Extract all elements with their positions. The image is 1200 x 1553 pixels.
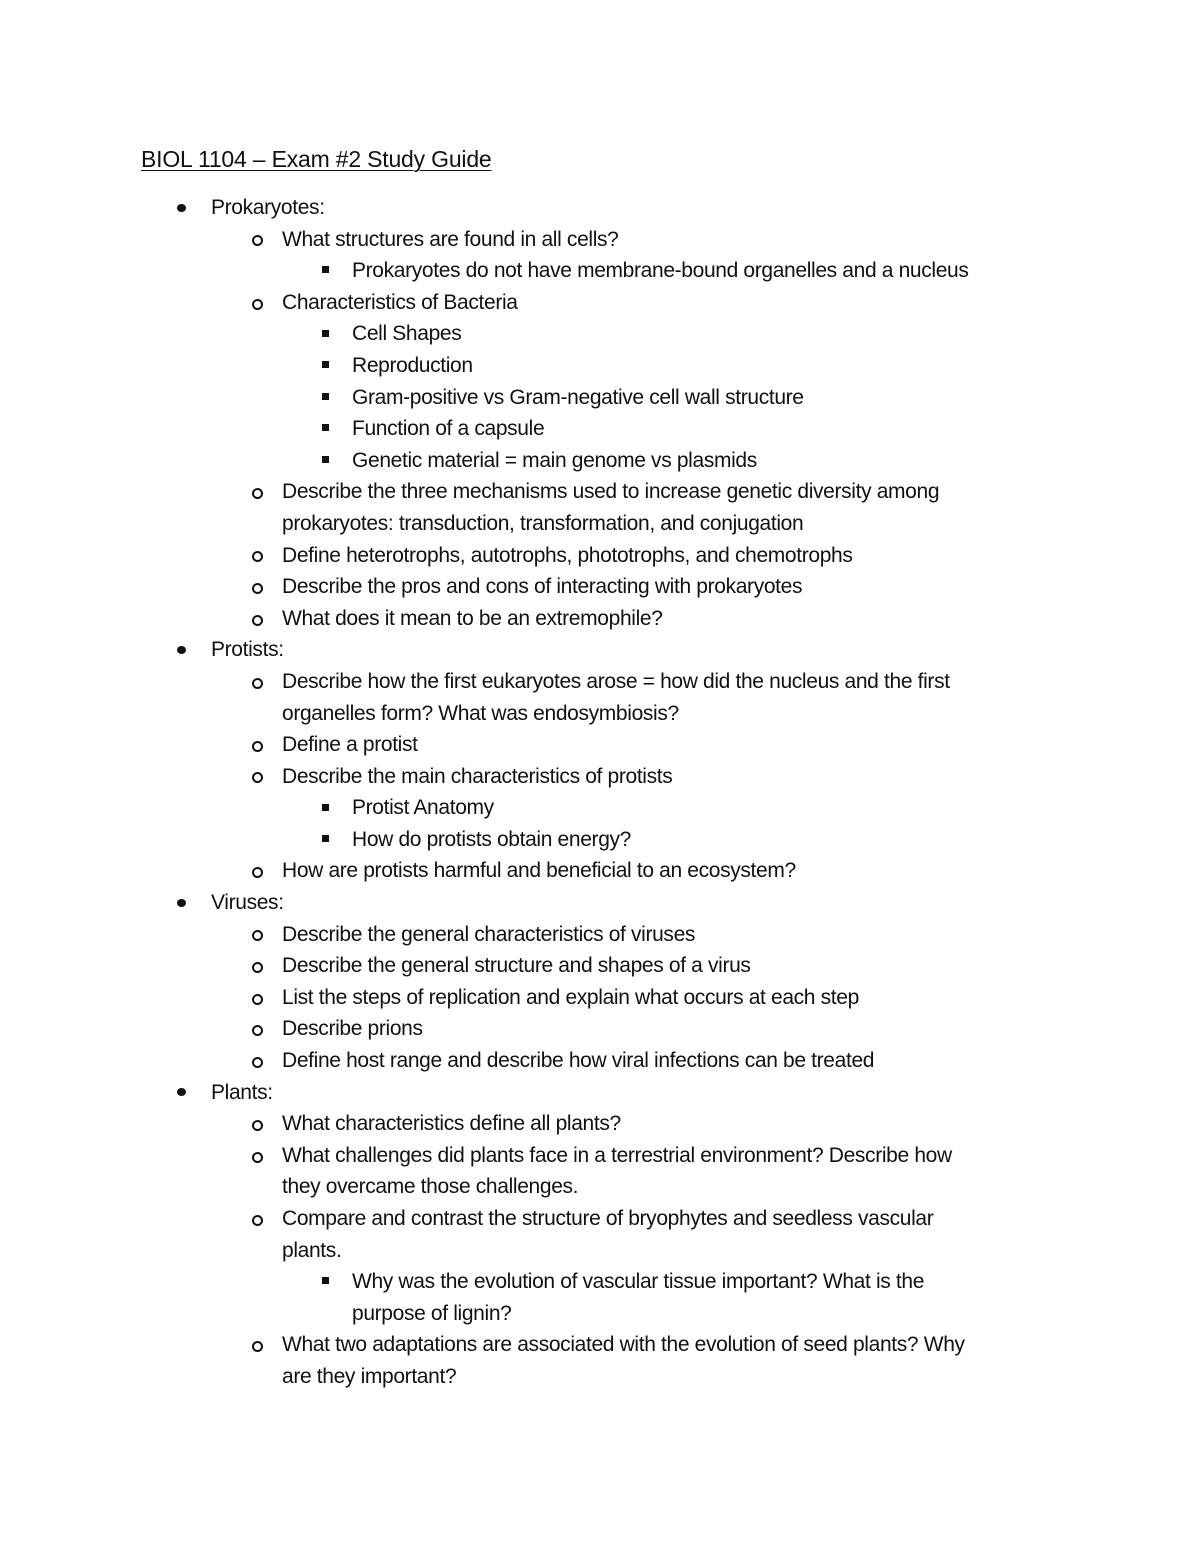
outline-item [0, 1108, 1200, 1140]
outline-item-text: Gram-positive vs Gram-negative cell wall structure [352, 385, 804, 409]
outline-subitem [0, 1266, 1200, 1329]
hollow-circle-bullet-icon [247, 950, 267, 982]
outline-item-text-continued: they overcame those challenges. [282, 1175, 579, 1199]
hollow-circle-bullet-icon [247, 919, 267, 951]
outline-item [0, 1140, 1200, 1203]
outline-item-text: What two adaptations are associated with the evolution of seed plants? Why [282, 1333, 965, 1357]
square-bullet-icon [315, 824, 335, 856]
outline-item-text: Protist Anatomy [352, 796, 494, 820]
outline-item-text-continued: purpose of lignin? [352, 1301, 512, 1325]
hollow-circle-bullet-icon [247, 666, 267, 698]
hollow-circle-bullet-icon [247, 476, 267, 508]
outline-item [0, 603, 1200, 635]
outline-section [0, 192, 1200, 224]
square-bullet-icon [315, 792, 335, 824]
outline-item-text: Describe prions [282, 1017, 423, 1041]
outline-item [0, 950, 1200, 982]
filled-circle-bullet-icon [171, 192, 191, 224]
document-title: BIOL 1104 – Exam #2 Study Guide [141, 146, 492, 172]
outline-item-text: Characteristics of Bacteria [282, 290, 518, 314]
outline-item [0, 476, 1200, 539]
outline-subitem [0, 255, 1200, 287]
outline-item [0, 1013, 1200, 1045]
outline-subitem [0, 318, 1200, 350]
outline-item-text: What does it mean to be an extremophile? [282, 606, 663, 630]
outline-item [0, 982, 1200, 1014]
square-bullet-icon [315, 445, 335, 477]
outline-section [0, 1077, 1200, 1109]
outline-item-text: Prokaryotes: [211, 196, 325, 219]
outline-section [0, 634, 1200, 666]
square-bullet-icon [315, 413, 335, 445]
outline-item-text: How do protists obtain energy? [352, 827, 631, 851]
outline-item-text: What challenges did plants face in a terrestrial environment? Describe how [282, 1143, 952, 1167]
outline-item [0, 666, 1200, 729]
outline-item-text-continued: are they important? [282, 1364, 457, 1388]
square-bullet-icon [315, 1266, 335, 1298]
outline-item-text: Why was the evolution of vascular tissue important? What is the [352, 1270, 925, 1294]
hollow-circle-bullet-icon [247, 540, 267, 572]
square-bullet-icon [315, 255, 335, 287]
outline-item-text: Plants: [211, 1080, 273, 1104]
outline-item [0, 761, 1200, 793]
outline-item [0, 571, 1200, 603]
outline-item [0, 919, 1200, 951]
outline-item-text-continued: plants. [282, 1238, 342, 1262]
outline-item [0, 540, 1200, 572]
outline-item-text-continued: prokaryotes: transduction, transformation, and conjugation [282, 511, 804, 535]
hollow-circle-bullet-icon [247, 571, 267, 603]
outline-item [0, 1203, 1200, 1266]
hollow-circle-bullet-icon [247, 1329, 267, 1361]
outline-item-text: Describe the main characteristics of protists [282, 764, 673, 788]
outline-item [0, 1329, 1200, 1392]
hollow-circle-bullet-icon [247, 1045, 267, 1077]
outline-item-text: Describe the general characteristics of viruses [282, 922, 696, 946]
outline-item-text: Viruses: [211, 891, 284, 915]
hollow-circle-bullet-icon [247, 982, 267, 1014]
outline-item-text: Describe the general structure and shapes of a virus [282, 954, 751, 978]
hollow-circle-bullet-icon [247, 287, 267, 319]
hollow-circle-bullet-icon [247, 224, 267, 256]
hollow-circle-bullet-icon [247, 761, 267, 793]
hollow-circle-bullet-icon [247, 1140, 267, 1172]
outline-section [0, 887, 1200, 919]
outline-item-text: Protists: [211, 638, 284, 662]
outline-subitem [0, 350, 1200, 382]
square-bullet-icon [315, 318, 335, 350]
outline-subitem [0, 445, 1200, 477]
hollow-circle-bullet-icon [247, 729, 267, 761]
square-bullet-icon [315, 382, 335, 414]
study-guide-outline [0, 192, 1200, 1393]
outline-item-text: Describe the pros and cons of interacting with prokaryotes [282, 575, 803, 599]
outline-item [0, 224, 1200, 256]
filled-circle-bullet-icon [171, 887, 191, 919]
square-bullet-icon [315, 350, 335, 382]
outline-item-text: Define host range and describe how viral infections can be treated [282, 1049, 875, 1073]
outline-item-text: Compare and contrast the structure of bryophytes and seedless vascular [282, 1207, 934, 1230]
outline-subitem [0, 792, 1200, 824]
hollow-circle-bullet-icon [247, 1203, 267, 1235]
hollow-circle-bullet-icon [247, 855, 267, 887]
outline-item [0, 855, 1200, 887]
outline-item-text: Prokaryotes do not have membrane-bound organelles and a nucleus [352, 259, 969, 283]
hollow-circle-bullet-icon [247, 1013, 267, 1045]
hollow-circle-bullet-icon [247, 603, 267, 635]
outline-item-text: Cell Shapes [352, 322, 462, 346]
outline-item [0, 729, 1200, 761]
filled-circle-bullet-icon [171, 1077, 191, 1109]
outline-item-text: What characteristics define all plants? [282, 1112, 621, 1136]
hollow-circle-bullet-icon [247, 1108, 267, 1140]
outline-subitem [0, 413, 1200, 445]
outline-item-text: Define heterotrophs, autotrophs, phototrophs, and chemotrophs [282, 543, 853, 567]
outline-item-text: Function of a capsule [352, 417, 545, 441]
outline-item-text-continued: organelles form? What was endosymbiosis? [282, 701, 679, 725]
outline-item [0, 287, 1200, 319]
outline-item-text: Describe the three mechanisms used to increase genetic diversity among [282, 480, 940, 504]
outline-item-text: What structures are found in all cells? [282, 227, 619, 251]
filled-circle-bullet-icon [171, 634, 191, 666]
outline-item-text: List the steps of replication and explain what occurs at each step [282, 985, 859, 1009]
outline-item-text: Genetic material = main genome vs plasmids [352, 448, 757, 472]
outline-item-text: Define a protist [282, 733, 418, 757]
outline-subitem [0, 824, 1200, 856]
outline-item [0, 1045, 1200, 1077]
outline-subitem [0, 382, 1200, 414]
outline-item-text: How are protists harmful and beneficial to an ecosystem? [282, 859, 796, 883]
outline-item-text: Describe how the first eukaryotes arose = how did the nucleus and the first [282, 669, 950, 693]
outline-item-text: Reproduction [352, 353, 473, 377]
